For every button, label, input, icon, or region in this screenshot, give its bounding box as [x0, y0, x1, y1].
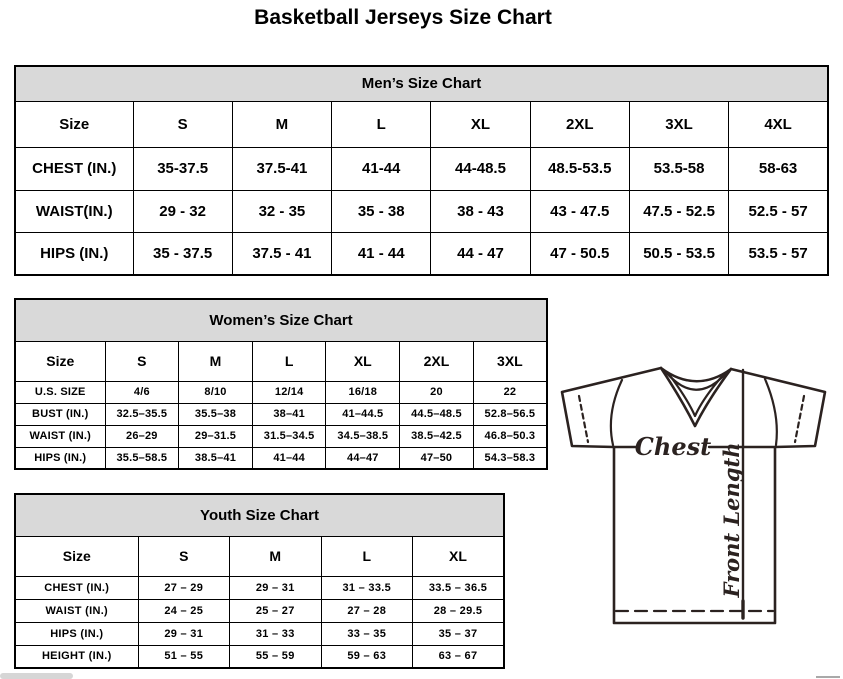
cell: 33 – 35: [321, 622, 413, 645]
cell: 31 – 33: [230, 622, 322, 645]
cell: 29–31.5: [179, 425, 253, 447]
size-header-row: [15, 341, 547, 381]
cell: 38.5–42.5: [400, 425, 474, 447]
table-row: [15, 381, 547, 403]
table-row: [15, 190, 828, 232]
cell: 4/6: [105, 381, 179, 403]
cell: 47–50: [400, 447, 474, 469]
cell: 37.5-41: [232, 147, 331, 190]
womens-size-table: [14, 298, 548, 470]
column-header-xl: XL: [413, 536, 505, 576]
right-cuff-stitch: [795, 396, 804, 442]
cell: 8/10: [179, 381, 253, 403]
cell: 12/14: [252, 381, 326, 403]
jersey-outline: [562, 368, 825, 623]
cell: 29 – 31: [230, 576, 322, 599]
cell: 51 – 55: [138, 645, 230, 668]
table-row: [15, 403, 547, 425]
jersey-diagram-svg: [558, 356, 843, 678]
column-header-l: L: [252, 341, 326, 381]
table-row: [15, 599, 504, 622]
table-title-row: [15, 494, 504, 536]
size-label: Size: [15, 341, 105, 381]
cell: 35 – 37: [413, 622, 505, 645]
cell: 44-48.5: [431, 147, 530, 190]
cell: 20: [400, 381, 474, 403]
table-title: Youth Size Chart: [15, 494, 504, 536]
cell: 44.5–48.5: [400, 403, 474, 425]
cell: 50.5 - 53.5: [629, 232, 728, 275]
cell: 35.5–58.5: [105, 447, 179, 469]
table-row: [15, 425, 547, 447]
front-length-label: Front Length: [719, 442, 744, 598]
row-label: HIPS (IN.): [15, 232, 133, 275]
cell: 53.5-58: [629, 147, 728, 190]
column-header-3xl: 3XL: [473, 341, 547, 381]
cell: 31 – 33.5: [321, 576, 413, 599]
cell: 58-63: [729, 147, 828, 190]
cell: 31.5–34.5: [252, 425, 326, 447]
cell: 54.3–58.3: [473, 447, 547, 469]
table-row: [15, 447, 547, 469]
column-header-xl: XL: [431, 101, 530, 147]
row-label: WAIST (IN.): [15, 599, 138, 622]
column-header-2xl: 2XL: [400, 341, 474, 381]
row-label: CHEST (IN.): [15, 147, 133, 190]
row-label: HIPS (IN.): [15, 447, 105, 469]
cell: 48.5-53.5: [530, 147, 629, 190]
column-header-s: S: [105, 341, 179, 381]
row-label: WAIST (IN.): [15, 425, 105, 447]
cell: 38–41: [252, 403, 326, 425]
column-header-m: M: [179, 341, 253, 381]
column-header-m: M: [232, 101, 331, 147]
cell: 53.5 - 57: [729, 232, 828, 275]
cell: 44 - 47: [431, 232, 530, 275]
chest-label: Chest: [634, 432, 712, 461]
cell: 59 – 63: [321, 645, 413, 668]
mens-size-table: [14, 65, 829, 276]
cell: 43 - 47.5: [530, 190, 629, 232]
scrollbar-track-fragment: [816, 676, 840, 678]
cell: 41-44: [332, 147, 431, 190]
table-title-row: [15, 66, 828, 101]
cell: 41 - 44: [332, 232, 431, 275]
table-row: [15, 147, 828, 190]
row-label: BUST (IN.): [15, 403, 105, 425]
left-cuff-stitch: [579, 396, 588, 442]
youth-size-table: [14, 493, 505, 669]
cell: 32 - 35: [232, 190, 331, 232]
cell: 52.8–56.5: [473, 403, 547, 425]
column-header-3xl: 3XL: [629, 101, 728, 147]
table-row: [15, 576, 504, 599]
cell: 24 – 25: [138, 599, 230, 622]
cell: 22: [473, 381, 547, 403]
cell: 26–29: [105, 425, 179, 447]
cell: 47.5 - 52.5: [629, 190, 728, 232]
cell: 35 - 38: [332, 190, 431, 232]
cell: 46.8–50.3: [473, 425, 547, 447]
cell: 33.5 – 36.5: [413, 576, 505, 599]
row-label: HIPS (IN.): [15, 622, 138, 645]
column-header-l: L: [321, 536, 413, 576]
column-header-2xl: 2XL: [530, 101, 629, 147]
table-row: [15, 232, 828, 275]
cell: 44–47: [326, 447, 400, 469]
cell: 55 – 59: [230, 645, 322, 668]
right-armhole-seam: [765, 379, 777, 445]
cell: 27 – 29: [138, 576, 230, 599]
left-armhole-seam: [611, 380, 622, 445]
cell: 37.5 - 41: [232, 232, 331, 275]
cell: 29 - 32: [133, 190, 232, 232]
column-header-s: S: [138, 536, 230, 576]
cell: 35-37.5: [133, 147, 232, 190]
size-header-row: [15, 101, 828, 147]
page-title: Basketball Jerseys Size Chart: [254, 6, 552, 29]
cell: 35 - 37.5: [133, 232, 232, 275]
table-title: Women’s Size Chart: [15, 299, 547, 341]
table-title-row: [15, 299, 547, 341]
table-row: [15, 622, 504, 645]
cell: 38.5–41: [179, 447, 253, 469]
cell: 16/18: [326, 381, 400, 403]
cell: 38 - 43: [431, 190, 530, 232]
table-row: [15, 645, 504, 668]
size-label: Size: [15, 101, 133, 147]
horizontal-scrollbar-thumb[interactable]: [0, 673, 73, 679]
cell: 35.5–38: [179, 403, 253, 425]
size-header-row: [15, 536, 504, 576]
cell: 63 – 67: [413, 645, 505, 668]
column-header-s: S: [133, 101, 232, 147]
column-header-xl: XL: [326, 341, 400, 381]
row-label: U.S. SIZE: [15, 381, 105, 403]
column-header-l: L: [332, 101, 431, 147]
cell: 52.5 - 57: [729, 190, 828, 232]
cell: 34.5–38.5: [326, 425, 400, 447]
cell: 28 – 29.5: [413, 599, 505, 622]
column-header-m: M: [230, 536, 322, 576]
cell: 25 – 27: [230, 599, 322, 622]
cell: 32.5–35.5: [105, 403, 179, 425]
row-label: WAIST(IN.): [15, 190, 133, 232]
row-label: HEIGHT (IN.): [15, 645, 138, 668]
column-header-4xl: 4XL: [729, 101, 828, 147]
cell: 41–44.5: [326, 403, 400, 425]
cell: 29 – 31: [138, 622, 230, 645]
row-label: CHEST (IN.): [15, 576, 138, 599]
table-title: Men’s Size Chart: [15, 66, 828, 101]
size-label: Size: [15, 536, 138, 576]
jersey-measurement-diagram: [558, 356, 843, 678]
cell: 27 – 28: [321, 599, 413, 622]
cell: 41–44: [252, 447, 326, 469]
cell: 47 - 50.5: [530, 232, 629, 275]
